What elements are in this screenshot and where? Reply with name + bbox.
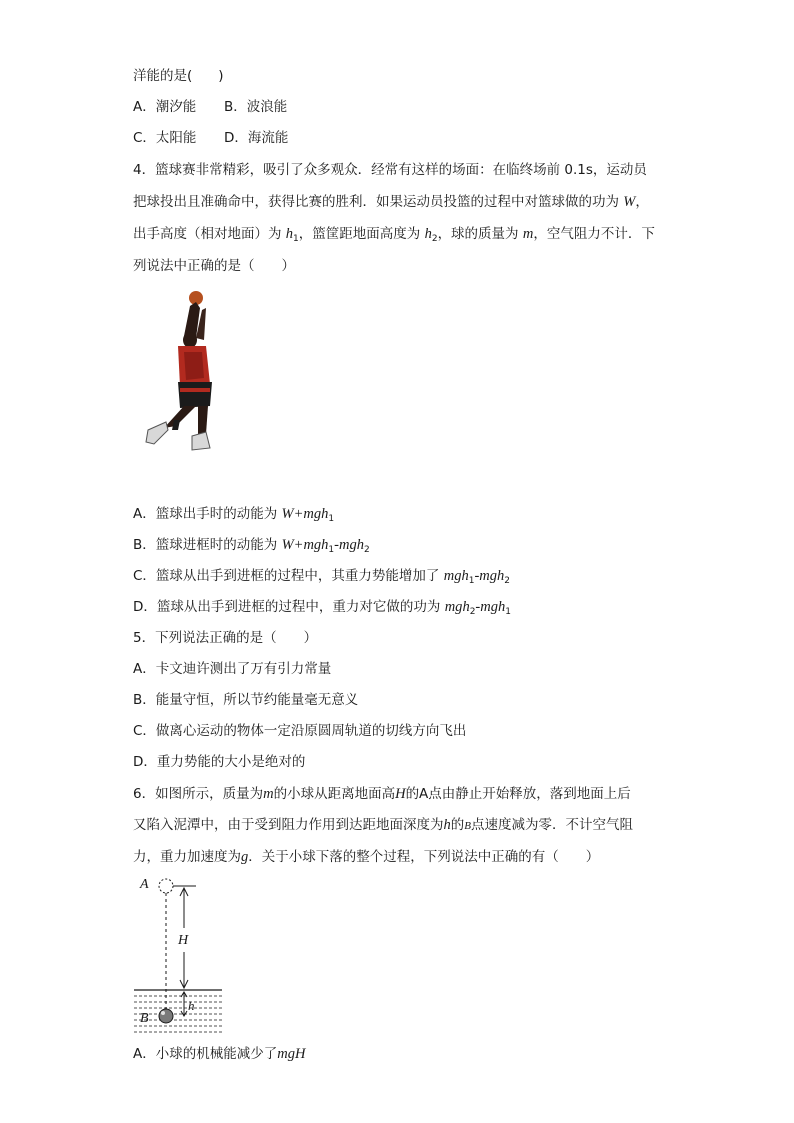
basketball-player-image xyxy=(140,288,220,454)
q4-option-a[interactable]: A．篮球出手时的动能为 W+mgh$_1$ xyxy=(133,506,335,524)
q3-option-c[interactable]: C．太阳能 xyxy=(133,130,197,146)
ball-start-outline xyxy=(159,879,173,893)
q6-stem-line-1: 6．如图所示，质量为m的小球从距离地面高H的A点由静止开始释放，落到地面上后 xyxy=(133,786,631,802)
q4-option-b[interactable]: B．篮球进框时的动能为 W+mgh$_1$-mgh$_2$ xyxy=(133,537,370,555)
q5-option-a[interactable]: A．卡文迪许测出了万有引力常量 xyxy=(133,661,332,677)
q6-stem-line-2: 又陷入泥潭中，由于受到阻力作用到达距地面深度为h的B点速度减为零．不计空气阻 xyxy=(133,817,633,833)
q3-option-a[interactable]: A．潮汐能 xyxy=(133,99,197,115)
q4-stem-line-3: 出手高度（相对地面）为 $h_1$，篮筐距地面高度为 $h_2$，球的质量为 m，空气阻力不计．下 xyxy=(133,226,655,244)
falling-ball-diagram xyxy=(130,872,230,1037)
q6-stem-line-3: 力，重力加速度为g．关于小球下落的整个过程，下列说法中正确的有（ ） xyxy=(133,849,600,865)
q5-option-d[interactable]: D．重力势能的大小是绝对的 xyxy=(133,754,306,770)
ball-end xyxy=(159,1009,173,1023)
label-b: B xyxy=(140,1011,149,1026)
q4-option-d[interactable]: D．篮球从出手到进框的过程中，重力对它做的功为 mgh$_2$-mgh$_1$ xyxy=(133,599,511,617)
symbol-W: W xyxy=(623,194,636,210)
q4-stem-line-1: 4．篮球赛非常精彩，吸引了众多观众．经常有这样的场面：在临终场前 0.1s，运动员 xyxy=(133,162,647,178)
q3-stem-tail: 洋能的是( ) xyxy=(133,68,224,84)
q3-option-b[interactable]: B．波浪能 xyxy=(224,99,288,115)
q6-option-a[interactable]: A．小球的机械能减少了mgH xyxy=(133,1046,306,1062)
q4-stem-line-4: 列说法中正确的是（ ） xyxy=(133,258,295,274)
label-h: h xyxy=(188,998,195,1013)
q5-stem: 5．下列说法正确的是（ ） xyxy=(133,630,318,646)
q5-option-b[interactable]: B．能量守恒，所以节约能量毫无意义 xyxy=(133,692,359,708)
q3-option-d[interactable]: D．海流能 xyxy=(224,130,289,146)
q4-option-c[interactable]: C．篮球从出手到进框的过程中，其重力势能增加了 mgh$_1$-mgh$_2$ xyxy=(133,568,510,586)
q4-stem-line-2: 把球投出且准确命中，获得比赛的胜利．如果运动员投篮的过程中对篮球做的功为 W， xyxy=(133,194,649,210)
label-H: H xyxy=(178,933,189,948)
q5-option-c[interactable]: C．做离心运动的物体一定沿原圆周轨道的切线方向飞出 xyxy=(133,723,467,739)
label-a: A xyxy=(140,877,149,892)
